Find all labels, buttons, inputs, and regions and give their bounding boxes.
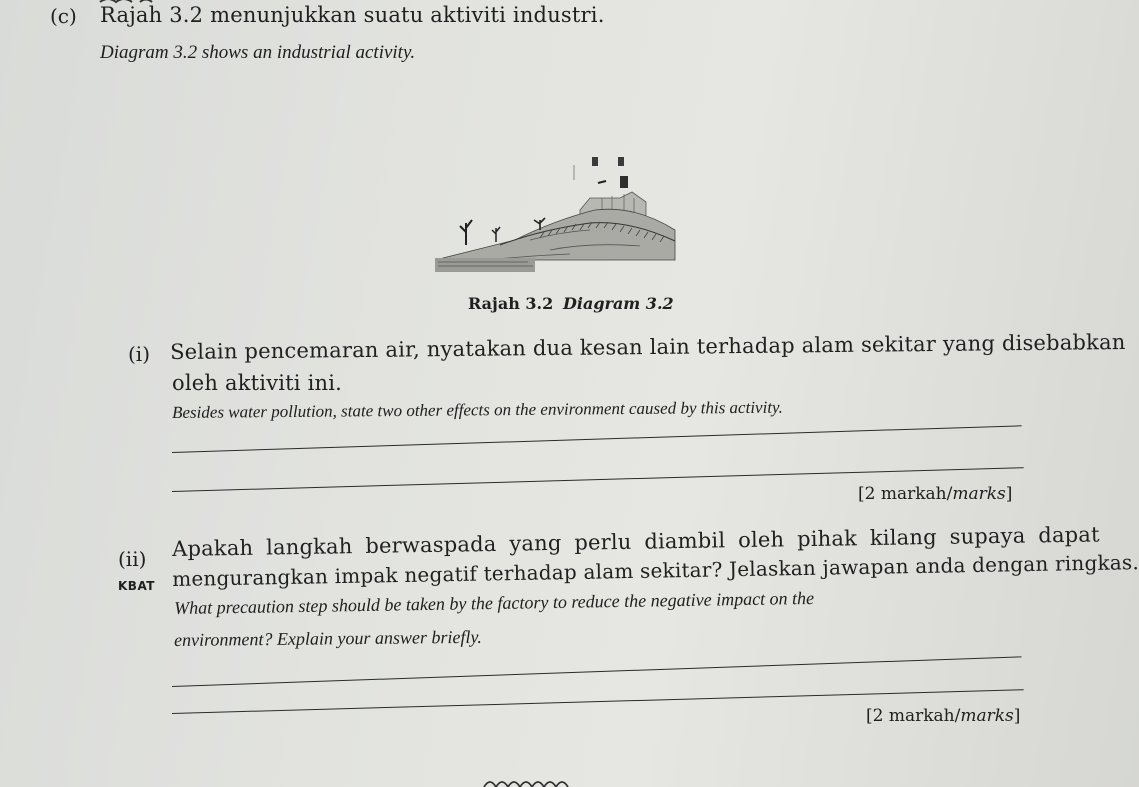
sub-question-ii-text-ms-line1: Apakah langkah berwaspada yang perlu diambil oleh pihak kilang supaya dapat [172, 522, 1100, 561]
answer-line[interactable] [172, 425, 1022, 453]
part-label-c: (c) [50, 4, 77, 28]
cut-off-handwriting [480, 774, 600, 787]
intro-text-en: Diagram 3.2 shows an industrial activity. [100, 42, 416, 63]
marks-label-i: [2 markah/marks] [858, 484, 1013, 504]
intro-text-ms: Rajah 3.2 menunjukkan suatu aktiviti industri. [100, 3, 605, 27]
sub-question-label-i: (i) [128, 342, 151, 366]
kbat-badge: KBAT [118, 579, 155, 593]
sub-question-i-text-ms-line1: Selain pencemaran air, nyatakan dua kesan lain terhadap alam sekitar yang disebabkan [170, 329, 1126, 364]
industrial-activity-illustration [430, 150, 685, 280]
sub-question-i-text-en: Besides water pollution, state two other effects on the environment caused by this activity. [172, 397, 783, 422]
sub-question-label-ii: (ii) [118, 547, 147, 571]
marks-label-ii: [2 markah/marks] [866, 706, 1021, 726]
sub-question-ii-text-en-line1: What precaution step should be taken by the factory to reduce the negative impact on the [174, 587, 815, 618]
sub-question-i-text-ms-line2: oleh aktiviti ini. [172, 371, 343, 395]
sub-question-ii-text-ms-line2: mengurangkan impak negatif terhadap alam sekitar? Jelaskan jawapan anda dengan ringkas. [172, 550, 1139, 591]
figure-caption-en: Diagram 3.2 [563, 294, 674, 313]
figure-caption-ms: Rajah 3.2 [468, 294, 554, 313]
answer-line[interactable] [172, 656, 1022, 687]
sub-question-ii-text-en-line2: environment? Explain your answer briefly. [174, 626, 482, 650]
